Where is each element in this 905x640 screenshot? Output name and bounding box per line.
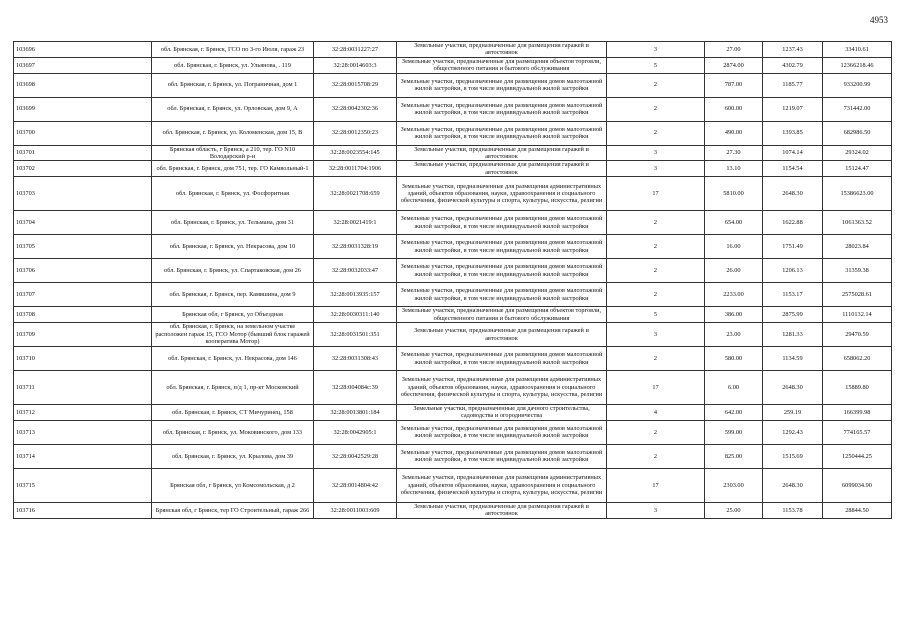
table-row [14,259,892,283]
cadastral-value-cell: 933200.99 [823,73,892,97]
specific-value-cell: 1751.49 [763,235,823,259]
record-id-cell: 103703 [14,177,152,211]
use-group-code-cell: 5 [607,57,705,73]
table-row [14,42,892,58]
cadastral-value-cell: 29470.59 [823,323,892,347]
land-use-type-cell: Земельные участки, предназначенные для размещения гаражей и автостоянок [397,161,607,177]
table-row [14,57,892,73]
land-use-type-cell: Земельные участки, предназначенные для размещения административных зданий, объектов образования, науки, здравоохранения и социального обеспечения, физической культуры и спорта, культуры, искусства, религии [397,468,607,502]
use-group-code-cell: 2 [607,259,705,283]
address-cell: Брянская область, г Брянск, а 210, тер. ГО N10 Володарский р-н [152,145,314,161]
cadastral-value-cell: 15889.80 [823,371,892,405]
record-id-cell: 103715 [14,468,152,502]
use-group-code-cell: 2 [607,97,705,121]
table-row [14,468,892,502]
land-area-cell: 654.00 [705,211,763,235]
cadastral-number-cell: 32:28:0032033:47 [314,259,397,283]
cadastral-number-cell: 32:28:0030311:140 [314,307,397,323]
table-row [14,502,892,518]
address-cell: обл. Брянская, г. Брянск, ул. Коломенская, дом 15, В [152,121,314,145]
record-id-cell: 103711 [14,371,152,405]
address-cell: обл. Брянская, г. Брянск, ул. Спартаковская, дом 26 [152,259,314,283]
record-id-cell: 103697 [14,57,152,73]
land-area-cell: 2303.00 [705,468,763,502]
address-cell: Брянская обл, г Брянск, ул Комсомольская, д 2 [152,468,314,502]
specific-value-cell: 1292.43 [763,420,823,444]
table-row [14,161,892,177]
cadastral-value-cell: 6099034.90 [823,468,892,502]
cadastral-number-cell: 32:28:0013935:157 [314,283,397,307]
address-cell: обл. Брянская, г. Брянск, ул. Ульянова, . 119 [152,57,314,73]
cadastral-value-table [13,41,892,519]
table-body [14,42,892,519]
land-area-cell: 5810.00 [705,177,763,211]
record-id-cell: 103712 [14,405,152,421]
specific-value-cell: 1134.59 [763,347,823,371]
table-row [14,323,892,347]
use-group-code-cell: 2 [607,211,705,235]
address-cell: обл. Брянская, г. Брянск, ул. Пограничная, дом 1 [152,73,314,97]
use-group-code-cell: 5 [607,307,705,323]
record-id-cell: 103713 [14,420,152,444]
cadastral-value-cell: 29324.02 [823,145,892,161]
cadastral-number-cell: 32:28:0042905:1 [314,420,397,444]
land-use-type-cell: Земельные участки, предназначенные для размещения домов малоэтажной жилой застройки, в том числе индивидуальной жилой застройки [397,283,607,307]
table-row [14,307,892,323]
cadastral-number-cell: 32:28:0014603:3 [314,57,397,73]
cadastral-number-cell: 32:28:0031308:43 [314,347,397,371]
cadastral-number-cell: 32:28:0021708:659 [314,177,397,211]
land-area-cell: 825.00 [705,444,763,468]
table-row [14,235,892,259]
specific-value-cell: 1074.14 [763,145,823,161]
land-area-cell: 580.00 [705,347,763,371]
cadastral-value-cell: 731442.00 [823,97,892,121]
use-group-code-cell: 2 [607,121,705,145]
land-use-type-cell: Земельные участки, предназначенные для размещения домов малоэтажной жилой застройки, в том числе индивидуальной жилой застройки [397,73,607,97]
specific-value-cell: 1393.85 [763,121,823,145]
record-id-cell: 103708 [14,307,152,323]
specific-value-cell: 1153.17 [763,283,823,307]
use-group-code-cell: 3 [607,502,705,518]
cadastral-number-cell: 32:28:0042529:28 [314,444,397,468]
specific-value-cell: 1219.07 [763,97,823,121]
record-id-cell: 103702 [14,161,152,177]
cadastral-value-cell: 166399.98 [823,405,892,421]
record-id-cell: 103696 [14,42,152,58]
cadastral-number-cell: 32:28:004084с:39 [314,371,397,405]
use-group-code-cell: 2 [607,283,705,307]
cadastral-number-cell: 32:28:0015708:29 [314,73,397,97]
table-row [14,347,892,371]
cadastral-value-cell: 15386623.00 [823,177,892,211]
land-area-cell: 2233.00 [705,283,763,307]
table-row [14,371,892,405]
table-row [14,283,892,307]
use-group-code-cell: 3 [607,42,705,58]
cadastral-value-cell: 33410.61 [823,42,892,58]
land-use-type-cell: Земельные участки, предназначенные для размещения гаражей и автостоянок [397,502,607,518]
record-id-cell: 103706 [14,259,152,283]
table-row [14,211,892,235]
record-id-cell: 103710 [14,347,152,371]
table-row [14,177,892,211]
land-area-cell: 490.00 [705,121,763,145]
land-use-type-cell: Земельные участки, предназначенные для размещения административных зданий, объектов образования, науки, здравоохранения и социального обеспечения, физической культуры и спорта, культуры, искусства, религии [397,177,607,211]
use-group-code-cell: 3 [607,145,705,161]
specific-value-cell: 2875.99 [763,307,823,323]
specific-value-cell: 2648.30 [763,177,823,211]
address-cell: обл. Брянская, г. Брянск, ул. Моковинского, дом 133 [152,420,314,444]
land-area-cell: 25.00 [705,502,763,518]
address-cell: обл. Брянская, г. Брянск, на земельном участке расположен гараж 15, ГСО Мотор (бывший блок гаражей кооператива Мотор) [152,323,314,347]
land-use-type-cell: Земельные участки, предназначенные для дачного строительства, садоводства и огородничества [397,405,607,421]
cadastral-number-cell: 32:28:0014804:42 [314,468,397,502]
cadastral-number-cell: 32:28:0012350:23 [314,121,397,145]
page-number: 4953 [870,15,888,25]
cadastral-value-cell: 774165.57 [823,420,892,444]
specific-value-cell: 1237.43 [763,42,823,58]
land-use-type-cell: Земельные участки, предназначенные для размещения объектов торговли, общественного питания и бытового обслуживания [397,307,607,323]
use-group-code-cell: 17 [607,468,705,502]
cadastral-value-cell: 28023.84 [823,235,892,259]
specific-value-cell: 1154.54 [763,161,823,177]
cadastral-value-cell: 1061363.52 [823,211,892,235]
record-id-cell: 103698 [14,73,152,97]
table-row [14,444,892,468]
address-cell: обл. Брянская, г. Брянск, пер. Камвшина, дом 9 [152,283,314,307]
specific-value-cell: 1622.88 [763,211,823,235]
land-area-cell: 787.00 [705,73,763,97]
land-use-type-cell: Земельные участки, предназначенные для размещения гаражей и автостоянок [397,42,607,58]
land-area-cell: 642.00 [705,405,763,421]
cadastral-value-cell: 28844.50 [823,502,892,518]
table-row [14,73,892,97]
land-use-type-cell: Земельные участки, предназначенные для размещения домов малоэтажной жилой застройки, в том числе индивидуальной жилой застройки [397,235,607,259]
address-cell: обл. Брянская, г. Брянск, ул. Орловская, дом 9, А [152,97,314,121]
land-use-type-cell: Земельные участки, предназначенные для размещения домов малоэтажной жилой застройки, в том числе индивидуальной жилой застройки [397,211,607,235]
address-cell: обл. Брянская, г. Брянск, СТ Мичуринец, 158 [152,405,314,421]
cadastral-number-cell: 32:28:0011704:1906 [314,161,397,177]
cadastral-value-cell: 2575028.61 [823,283,892,307]
table-row [14,121,892,145]
land-use-type-cell: Земельные участки, предназначенные для размещения гаражей и автостоянок [397,145,607,161]
land-area-cell: 26.00 [705,259,763,283]
address-cell: обл. Брянская, г. Брянск, дом 751, тер. ГО Камвольный-1 [152,161,314,177]
land-use-type-cell: Земельные участки, предназначенные для размещения административных зданий, объектов образования, науки, здравоохранения и социального обеспечения, физической культуры и спорта, культуры, искусства, религии [397,371,607,405]
record-id-cell: 103699 [14,97,152,121]
address-cell: обл. Брянская, г. Брянск, п/д 1, пр-кт Московский [152,371,314,405]
address-cell: обл. Брянская, г. Брянск, ГСО по 3-го Июля, гараж 23 [152,42,314,58]
specific-value-cell: 4302.79 [763,57,823,73]
cadastral-number-cell: 32:28:0021419:1 [314,211,397,235]
cadastral-value-cell: 682986.50 [823,121,892,145]
land-area-cell: 27.00 [705,42,763,58]
address-cell: обл. Брянская, г. Брянск, ул. Тельмана, дом 31 [152,211,314,235]
table-row [14,420,892,444]
cadastral-number-cell: 32:28:0042302:36 [314,97,397,121]
specific-value-cell: 1281.33 [763,323,823,347]
record-id-cell: 103709 [14,323,152,347]
use-group-code-cell: 17 [607,177,705,211]
use-group-code-cell: 2 [607,347,705,371]
address-cell: обл. Брянская, г. Брянск, ул. Некрасова, дом 146 [152,347,314,371]
cadastral-value-cell: 1110132.14 [823,307,892,323]
land-use-type-cell: Земельные участки, предназначенные для размещения объектов торговли, общественного питания и бытового обслуживания [397,57,607,73]
use-group-code-cell: 2 [607,235,705,259]
use-group-code-cell: 3 [607,161,705,177]
specific-value-cell: 259.19 [763,405,823,421]
record-id-cell: 103716 [14,502,152,518]
land-area-cell: 16.00 [705,235,763,259]
address-cell: обл. Брянская, г. Брянск, ул. Крылова, дом 39 [152,444,314,468]
land-area-cell: 386.00 [705,307,763,323]
record-id-cell: 103707 [14,283,152,307]
cadastral-number-cell: 32:28:0013801:184 [314,405,397,421]
use-group-code-cell: 17 [607,371,705,405]
table-row [14,145,892,161]
land-area-cell: 599.00 [705,420,763,444]
address-cell: Брянская обл, г Брянск, тер ГО Строительный, гараж 266 [152,502,314,518]
record-id-cell: 103705 [14,235,152,259]
cadastral-value-cell: 31359.38 [823,259,892,283]
land-use-type-cell: Земельные участки, предназначенные для размещения домов малоэтажной жилой застройки, в том числе индивидуальной жилой застройки [397,97,607,121]
specific-value-cell: 2648.30 [763,468,823,502]
specific-value-cell: 2648.30 [763,371,823,405]
record-id-cell: 103704 [14,211,152,235]
specific-value-cell: 1185.77 [763,73,823,97]
table-row [14,97,892,121]
land-use-type-cell: Земельные участки, предназначенные для размещения домов малоэтажной жилой застройки, в том числе индивидуальной жилой застройки [397,420,607,444]
land-area-cell: 27.30 [705,145,763,161]
land-area-cell: 600.00 [705,97,763,121]
address-cell: Брянская обл, г Брянск, ул Объездная [152,307,314,323]
use-group-code-cell: 2 [607,444,705,468]
land-area-cell: 2874.00 [705,57,763,73]
land-area-cell: 13.10 [705,161,763,177]
cadastral-number-cell: 32:28:0031227:27 [314,42,397,58]
cadastral-value-cell: 658062.20 [823,347,892,371]
cadastral-number-cell: 32:28:0031328:19 [314,235,397,259]
use-group-code-cell: 2 [607,73,705,97]
land-area-cell: 23.00 [705,323,763,347]
cadastral-value-cell: 15124.47 [823,161,892,177]
record-id-cell: 103700 [14,121,152,145]
cadastral-number-cell: 32:28:0031501:351 [314,323,397,347]
address-cell: обл. Брянская, г. Брянск, ул. Некрасова, дом 10 [152,235,314,259]
land-use-type-cell: Земельные участки, предназначенные для размещения домов малоэтажной жилой застройки, в том числе индивидуальной жилой застройки [397,347,607,371]
specific-value-cell: 1515.69 [763,444,823,468]
cadastral-value-cell: 1250444.25 [823,444,892,468]
use-group-code-cell: 3 [607,323,705,347]
cadastral-number-cell: 32:28:0023554:145 [314,145,397,161]
table-row [14,405,892,421]
cadastral-number-cell: 32:28:0011003:609 [314,502,397,518]
specific-value-cell: 1153.78 [763,502,823,518]
land-use-type-cell: Земельные участки, предназначенные для размещения домов малоэтажной жилой застройки, в том числе индивидуальной жилой застройки [397,259,607,283]
land-use-type-cell: Земельные участки, предназначенные для размещения гаражей и автостоянок [397,323,607,347]
cadastral-value-cell: 12366218.46 [823,57,892,73]
specific-value-cell: 1206.13 [763,259,823,283]
record-id-cell: 103714 [14,444,152,468]
use-group-code-cell: 2 [607,420,705,444]
land-use-type-cell: Земельные участки, предназначенные для размещения домов малоэтажной жилой застройки, в том числе индивидуальной жилой застройки [397,121,607,145]
record-id-cell: 103701 [14,145,152,161]
land-use-type-cell: Земельные участки, предназначенные для размещения домов малоэтажной жилой застройки, в том числе индивидуальной жилой застройки [397,444,607,468]
address-cell: обл. Брянская, г. Брянск, ул. Фосфоритная [152,177,314,211]
use-group-code-cell: 4 [607,405,705,421]
land-area-cell: 6.00 [705,371,763,405]
